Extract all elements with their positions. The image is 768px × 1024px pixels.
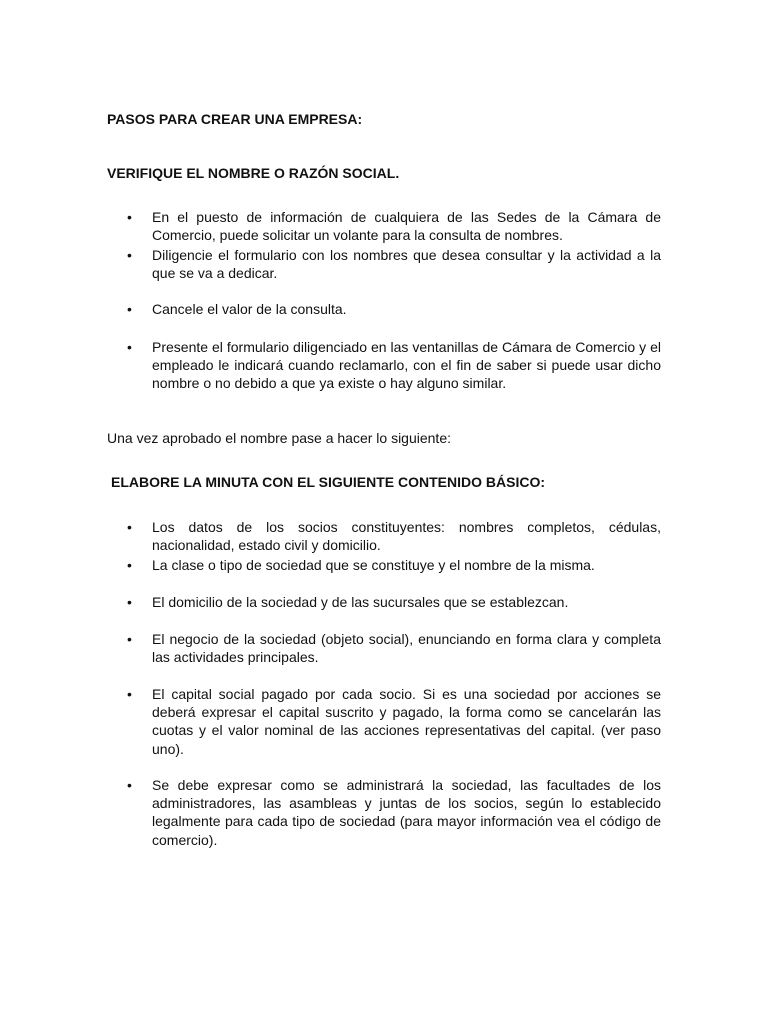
list-item-text: En el puesto de información de cualquiera de las Sedes de la Cámara de Comercio, puede solicitar un volante para la consulta de nombres.	[152, 209, 661, 244]
bullet-icon: •	[127, 594, 132, 610]
bullet-icon: •	[127, 339, 132, 355]
list-item-text: Se debe expresar como se administrará la sociedad, las facultades de los administradores, las asambleas y juntas de los socios, según lo establecido legalmente para cada tipo de sociedad (para mayor información vea el código de comercio).	[152, 777, 661, 848]
bullet-icon: •	[127, 557, 132, 573]
bullet-icon: •	[127, 631, 132, 647]
list-item-text: La clase o tipo de sociedad que se constituye y el nombre de la misma.	[152, 557, 595, 573]
bullet-icon: •	[127, 686, 132, 702]
document-title: PASOS PARA CREAR UNA EMPRESA:	[107, 111, 363, 127]
list-item-text: El domicilio de la sociedad y de las sucursales que se establezcan.	[152, 594, 569, 610]
list-item-text: Presente el formulario diligenciado en las ventanillas de Cámara de Comercio y el empleado le indicará cuando reclamarlo, con el fin de saber si puede usar dicho nombre o no debido a que ya existe o hay alguno similar.	[152, 339, 661, 392]
list-item-text: El capital social pagado por cada socio. Si es una sociedad por acciones se deberá expresar el capital suscrito y pagado, la forma como se cancelarán las cuotas y el valor nominal de las acciones representativas del capital. (ver paso uno).	[152, 686, 661, 757]
list-item-text: El negocio de la sociedad (objeto social), enunciando en forma clara y completa las actividades principales.	[152, 631, 661, 666]
bullet-icon: •	[127, 519, 132, 535]
list-item-text: Los datos de los socios constituyentes: nombres completos, cédulas, nacionalidad, estado civil y domicilio.	[152, 519, 661, 554]
section-heading-minute-content: ELABORE LA MINUTA CON EL SIGUIENTE CONTENIDO BÁSICO:	[111, 474, 546, 490]
bullet-icon: •	[127, 209, 132, 225]
bullet-icon: •	[127, 247, 132, 263]
bullet-icon: •	[127, 301, 132, 317]
section-heading-verify-name: VERIFIQUE EL NOMBRE O RAZÓN SOCIAL.	[107, 165, 400, 181]
paragraph-after-approval: Una vez aprobado el nombre pase a hacer lo siguiente:	[107, 430, 451, 446]
bullet-icon: •	[127, 777, 132, 793]
list-item-text: Diligencie el formulario con los nombres que desea consultar y la actividad a la que se va a dedicar.	[152, 247, 661, 282]
list-item-text: Cancele el valor de la consulta.	[152, 301, 347, 317]
